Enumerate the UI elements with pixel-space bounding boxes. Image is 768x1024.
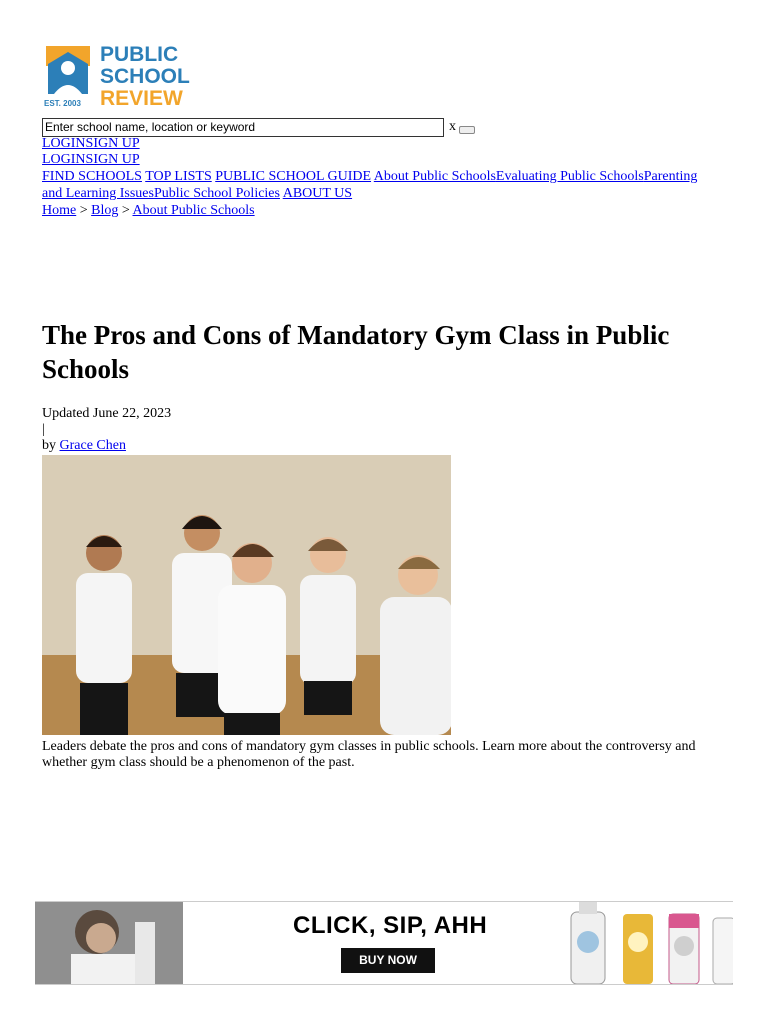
login-link[interactable]: LOGIN: [42, 136, 86, 151]
byline: [42, 438, 171, 454]
logo-mark-icon: [42, 46, 94, 102]
nav-parenting-learning[interactable]: Parenting and Learning Issues: [42, 169, 698, 201]
nav-about-us[interactable]: ABOUT US: [282, 186, 353, 201]
hero-image: [42, 455, 451, 735]
author-link[interactable]: Grace Chen: [59, 438, 126, 453]
article-summary: Leaders debate the pros and cons of mandatory gym classes in public schools. Learn more about the controversy and whether gym class should be a phenomenon of the past.: [42, 739, 696, 770]
article-meta: [42, 406, 171, 454]
hero-illustration: [42, 455, 451, 735]
site-logo[interactable]: [42, 44, 202, 112]
breadcrumb-separator: >: [118, 203, 133, 218]
meta-divider: |: [42, 422, 45, 437]
nav-public-school-policies[interactable]: Public School Policies: [153, 186, 280, 201]
breadcrumb-section[interactable]: About Public Schools: [132, 203, 255, 218]
ad-buy-now-button[interactable]: BUY NOW: [341, 948, 435, 973]
search-bar: [42, 117, 475, 137]
search-input[interactable]: [42, 118, 444, 137]
login-link[interactable]: LOGIN: [42, 152, 86, 167]
ad-banner[interactable]: [35, 901, 733, 985]
nav-about-public-schools[interactable]: About Public Schools: [373, 169, 496, 184]
search-clear-button[interactable]: x: [449, 119, 456, 134]
auth-links-row: [42, 136, 140, 152]
breadcrumb-home[interactable]: Home: [42, 203, 77, 218]
nav-top-lists[interactable]: TOP LISTS: [145, 169, 212, 184]
byline-prefix: by: [42, 438, 60, 453]
ad-person-image: [35, 902, 183, 984]
logo-line-2: SCHOOL: [100, 65, 190, 88]
breadcrumb: [42, 203, 255, 218]
signup-link[interactable]: SIGN UP: [85, 136, 140, 151]
page-title: The Pros and Cons of Mandatory Gym Class in Public Schools: [42, 320, 670, 384]
auth-links-row: [42, 152, 140, 168]
breadcrumb-separator: >: [76, 203, 92, 218]
ad-product-cans: [565, 902, 733, 984]
logo-line-3: REVIEW: [100, 87, 183, 110]
signup-link[interactable]: SIGN UP: [85, 152, 140, 167]
ad-headline: CLICK, SIP, AHH: [293, 912, 488, 939]
ad-photo: [35, 902, 183, 984]
main-nav: [42, 168, 710, 219]
search-submit-button[interactable]: [459, 126, 475, 134]
nav-find-schools[interactable]: FIND SCHOOLS: [42, 169, 142, 184]
logo-est: EST. 2003: [44, 99, 81, 108]
nav-evaluating-public-schools[interactable]: Evaluating Public Schools: [495, 169, 644, 184]
updated-date: Updated June 22, 2023: [42, 406, 172, 421]
nav-public-school-guide[interactable]: PUBLIC SCHOOL GUIDE: [215, 169, 372, 184]
logo-line-1: PUBLIC: [100, 43, 179, 66]
logo-wordmark: [100, 44, 190, 110]
breadcrumb-blog[interactable]: Blog: [91, 203, 119, 218]
